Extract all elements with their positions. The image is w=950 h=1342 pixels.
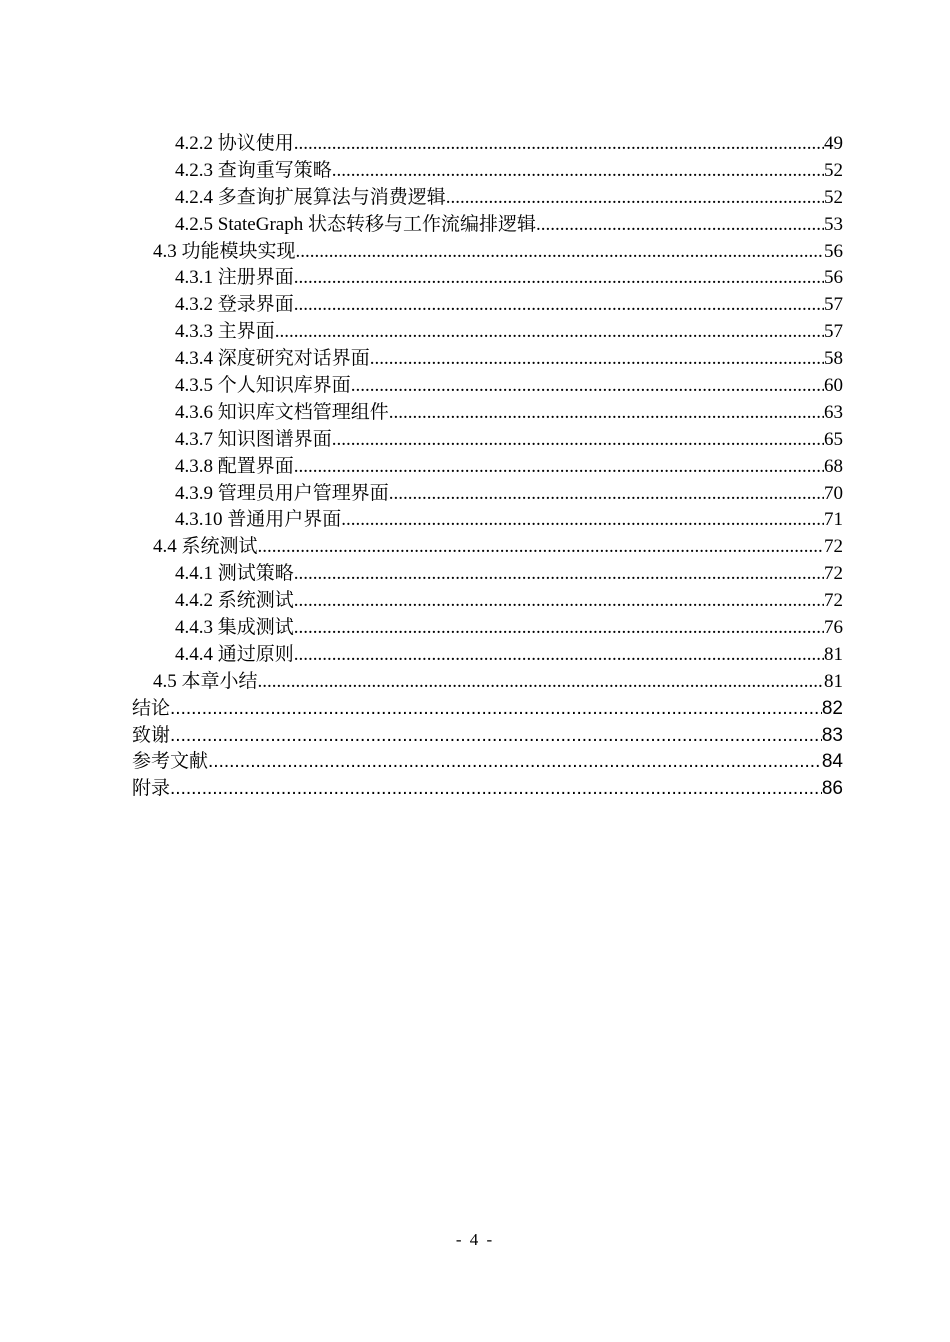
toc-entry-page[interactable]: 63	[824, 401, 843, 423]
toc-entry[interactable]	[132, 185, 843, 212]
toc-entry-title[interactable]: 4.3.3 主界面	[175, 321, 275, 343]
toc-dot-leader	[294, 131, 824, 158]
toc-entry-page[interactable]: 56	[824, 267, 843, 289]
toc-entry[interactable]	[132, 481, 843, 508]
toc-entry-page[interactable]: 65	[824, 428, 843, 450]
toc-entry-page[interactable]: 56	[824, 240, 843, 262]
toc-entry-title[interactable]: 4.2.5 StateGraph 状态转移与工作流编排逻辑	[175, 213, 536, 235]
toc-entry-title[interactable]: 4.3.8 配置界面	[175, 455, 294, 477]
toc-entry[interactable]	[132, 373, 843, 400]
toc-entry[interactable]	[132, 534, 843, 561]
toc-entry-title[interactable]: 4.2.3 查询重写策略	[175, 159, 332, 181]
toc-entry-page[interactable]: 70	[824, 482, 843, 504]
toc-entry-title[interactable]: 4.3.10 普通用户界面	[175, 509, 342, 531]
toc-dot-leader	[332, 158, 824, 185]
toc-dot-leader	[389, 400, 824, 427]
toc-entry[interactable]	[132, 669, 843, 696]
toc-entry-title[interactable]: 4.3.9 管理员用户管理界面	[175, 482, 389, 504]
toc-entry-title[interactable]: 4.2.2 协议使用	[175, 133, 294, 154]
toc-entry-title[interactable]: 4.3.2 登录界面	[175, 294, 294, 316]
toc-entry[interactable]	[132, 642, 843, 669]
toc-entry-page[interactable]: 72	[824, 590, 843, 612]
toc-entry[interactable]	[132, 212, 843, 239]
toc-entry-page[interactable]: 52	[824, 186, 843, 208]
toc-entry-title[interactable]: 附录	[132, 778, 171, 800]
toc-dot-leader	[294, 292, 824, 319]
toc-entry-title[interactable]: 结论	[132, 697, 171, 719]
toc-entry[interactable]	[132, 292, 843, 319]
toc-entry-title[interactable]: 4.3.4 深度研究对话界面	[175, 348, 370, 370]
toc-entry-page[interactable]: 83	[821, 724, 843, 746]
toc-entry[interactable]	[132, 696, 843, 723]
toc-entry-title[interactable]: 4.4.2 系统测试	[175, 590, 294, 612]
toc-entry-page[interactable]: 52	[824, 159, 843, 181]
toc-entry-title[interactable]: 4.3.7 知识图谱界面	[175, 428, 332, 450]
toc-dot-leader	[389, 481, 824, 508]
toc-entry-title[interactable]: 4.3.6 知识库文档管理组件	[175, 401, 389, 423]
toc-entry-page[interactable]: 68	[824, 455, 843, 477]
toc-entry-page[interactable]: 84	[821, 751, 843, 773]
toc-dot-leader	[536, 212, 824, 239]
toc-dot-leader	[341, 507, 824, 534]
toc-entry-page[interactable]: 72	[824, 563, 843, 585]
toc-entry[interactable]	[132, 749, 843, 776]
toc-dot-leader	[258, 534, 824, 561]
toc-entry-title[interactable]: 4.3.1 注册界面	[175, 267, 294, 289]
toc-entry[interactable]	[132, 507, 843, 534]
toc-entry[interactable]	[132, 588, 843, 615]
table-of-contents	[132, 131, 843, 803]
toc-entry-title[interactable]: 致谢	[132, 724, 171, 746]
toc-entry-page[interactable]: 81	[824, 670, 843, 692]
toc-entry-page[interactable]: 72	[824, 536, 843, 558]
toc-entry[interactable]	[132, 265, 843, 292]
toc-dot-leader	[275, 319, 824, 346]
toc-entry-title[interactable]: 4.4.1 测试策略	[175, 563, 294, 585]
toc-entry[interactable]	[132, 454, 843, 481]
toc-entry-page[interactable]: 57	[824, 294, 843, 316]
toc-entry-title[interactable]: 4.4 系统测试	[153, 536, 258, 558]
toc-dot-leader	[294, 615, 824, 642]
toc-dot-leader	[208, 749, 822, 776]
toc-entry-page[interactable]: 57	[824, 321, 843, 343]
toc-entry[interactable]	[132, 723, 843, 750]
toc-entry-page[interactable]: 81	[824, 643, 843, 665]
toc-entry[interactable]	[132, 615, 843, 642]
toc-dot-leader	[294, 561, 824, 588]
toc-dot-leader	[258, 669, 824, 696]
toc-dot-leader	[296, 239, 824, 266]
toc-dot-leader	[351, 373, 824, 400]
toc-dot-leader	[170, 776, 822, 803]
toc-entry-page[interactable]: 71	[824, 509, 843, 531]
toc-entry[interactable]	[132, 400, 843, 427]
toc-dot-leader	[332, 427, 824, 454]
toc-entry-title[interactable]: 4.3 功能模块实现	[153, 240, 296, 262]
toc-entry-page[interactable]: 76	[824, 617, 843, 639]
toc-entry-page[interactable]: 53	[824, 213, 843, 235]
toc-dot-leader	[294, 454, 824, 481]
toc-entry-page[interactable]: 82	[821, 697, 843, 719]
toc-entry[interactable]	[132, 319, 843, 346]
toc-entry-title[interactable]: 4.5 本章小结	[153, 670, 258, 692]
toc-entry-title[interactable]: 参考文献	[132, 751, 209, 773]
toc-entry-title[interactable]: 4.2.4 多查询扩展算法与消费逻辑	[175, 186, 446, 208]
toc-entry[interactable]	[132, 427, 843, 454]
toc-dot-leader	[294, 265, 824, 292]
toc-entry-page[interactable]: 60	[824, 375, 843, 397]
toc-entry-title[interactable]: 4.4.3 集成测试	[175, 617, 294, 639]
toc-entry[interactable]	[132, 158, 843, 185]
toc-entry-title[interactable]: 4.4.4 通过原则	[175, 643, 294, 665]
page-number: - 4 -	[455, 1230, 495, 1249]
toc-dot-leader	[446, 185, 824, 212]
toc-dot-leader	[294, 588, 824, 615]
toc-dot-leader	[170, 696, 822, 723]
toc-entry-title[interactable]: 4.3.5 个人知识库界面	[175, 375, 351, 397]
toc-dot-leader	[170, 723, 822, 750]
toc-entry-page[interactable]: 86	[821, 778, 843, 800]
toc-entry-page[interactable]: 49	[824, 133, 843, 154]
toc-entry[interactable]	[132, 131, 843, 158]
toc-entry-page[interactable]: 58	[824, 348, 843, 370]
toc-entry[interactable]	[132, 776, 843, 803]
toc-entry[interactable]	[132, 346, 843, 373]
toc-entry[interactable]	[132, 561, 843, 588]
toc-entry[interactable]	[132, 239, 843, 266]
toc-dot-leader	[294, 642, 824, 669]
toc-dot-leader	[370, 346, 824, 373]
